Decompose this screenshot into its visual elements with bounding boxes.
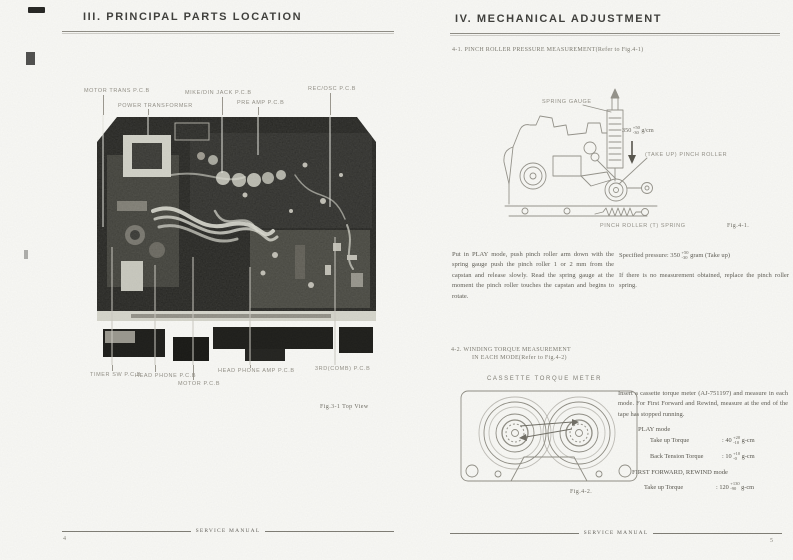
torque-row: Back Tension Torque : 10 +10 -0 g-cm bbox=[650, 450, 755, 461]
chassis-photo bbox=[95, 115, 379, 365]
footer-rule bbox=[450, 533, 579, 534]
scan-artifact bbox=[28, 7, 45, 13]
footer-rule bbox=[265, 531, 394, 532]
tolerance: +10 -0 bbox=[733, 450, 741, 461]
scan-artifact bbox=[24, 250, 28, 259]
ff-rew-mode-title: FIRST FORWARD, REWIND mode bbox=[632, 469, 728, 477]
pcb-label: MOTOR TRANS P.C.B bbox=[84, 88, 150, 94]
leader-line bbox=[112, 365, 113, 371]
scan-artifact bbox=[26, 52, 35, 65]
procedure-text: Put in PLAY mode, push pinch roller arm down with the spring gauge push the pinch roller 1 or 2 mm from the capstan and release slowly. Read the spring gauge at the moment the pinch roller touches the capstan and begins to rotate. bbox=[452, 251, 614, 300]
figure-caption: Fig.4-1. bbox=[727, 223, 750, 229]
left-footer bbox=[62, 528, 394, 534]
figure-caption: Fig.3-1 Top View bbox=[320, 404, 369, 410]
section-heading: 4-1. PINCH ROLLER PRESSURE MEASUREMENT(Refer to Fig.4-1) bbox=[452, 47, 644, 53]
pcb-label: MOTOR P.C.B bbox=[178, 381, 221, 387]
cassette-diagram bbox=[458, 386, 643, 491]
pcb-label: REC/OSC P.C.B bbox=[308, 86, 357, 92]
right-footer bbox=[450, 530, 782, 536]
footer-rule bbox=[62, 531, 191, 532]
page-title: III. PRINCIPAL PARTS LOCATION bbox=[83, 11, 303, 23]
torque-intro: Insert a cassette torque meter (AJ-751197) and measure in each mode. For First Forward and Rewind, measure at the end of the tape has stopped running. bbox=[618, 390, 788, 418]
specified-pressure: Specified pressure: 350 +50 -30 gram (Take up) bbox=[619, 250, 731, 260]
section-heading: 4-2. WINDING TORQUE MEASUREMENT bbox=[451, 347, 571, 353]
page-number: 4 bbox=[63, 536, 66, 542]
pcb-label: MIKE/DIN JACK P.C.B bbox=[185, 90, 252, 96]
pcb-label: TIMER SW P.C.B bbox=[90, 372, 142, 378]
tolerance: +20 -10 bbox=[733, 435, 741, 445]
footer-rule bbox=[653, 533, 782, 534]
pinch-roller-spring-label: PINCH ROLLER (T) SPRING bbox=[600, 223, 686, 229]
play-mode-title: PLAY mode bbox=[638, 426, 671, 434]
note-text: If there is no measurement obtained, replace the pinch roller spring. bbox=[619, 271, 789, 289]
footer-text: SERVICE MANUAL bbox=[583, 530, 649, 536]
leader-line bbox=[330, 93, 331, 115]
cassette-torque-meter-label: CASSETTE TORQUE METER bbox=[487, 376, 603, 382]
gauge-measurement: 350 +50 -30 g/cm bbox=[622, 125, 654, 135]
tolerance: +50 -30 bbox=[632, 125, 640, 135]
tolerance: +50 -30 bbox=[681, 250, 689, 260]
torque-row: Take up Torque : 40 +20 -10 g-cm bbox=[650, 435, 755, 445]
pcb-label: 3RD(COMB) P.C.B bbox=[315, 366, 371, 372]
leader-line bbox=[258, 107, 259, 115]
figure-caption: Fig.4-2. bbox=[570, 489, 593, 495]
spec-block bbox=[619, 251, 789, 291]
spring-gauge-label: SPRING GAUGE bbox=[542, 99, 592, 105]
torque-block bbox=[618, 389, 788, 492]
pcb-label: HEAD PHONE P.C.B bbox=[135, 373, 197, 379]
leader-line bbox=[222, 97, 223, 115]
section-heading-line2: IN EACH MODE(Refer to Fig.4-2) bbox=[472, 355, 567, 361]
pinch-roller-label: (TAKE UP) PINCH ROLLER bbox=[645, 152, 728, 158]
footer-text: SERVICE MANUAL bbox=[195, 528, 261, 534]
torque-row: Take up Torque : 120 +130 -90 g-cm bbox=[644, 481, 755, 492]
leader-line bbox=[103, 95, 104, 115]
pcb-label: PRE AMP P.C.B bbox=[237, 100, 285, 106]
leader-line bbox=[155, 365, 156, 372]
title-rule bbox=[450, 33, 780, 34]
title-rule bbox=[62, 31, 394, 32]
page-title: IV. MECHANICAL ADJUSTMENT bbox=[455, 13, 663, 25]
pcb-label: POWER TRANSFORMER bbox=[118, 103, 193, 109]
pcb-label: HEAD PHONE AMP P.C.B bbox=[218, 368, 295, 374]
tolerance: +130 -90 bbox=[730, 481, 740, 492]
pinch-roller-diagram bbox=[495, 88, 785, 233]
page-number: 5 bbox=[770, 538, 773, 544]
